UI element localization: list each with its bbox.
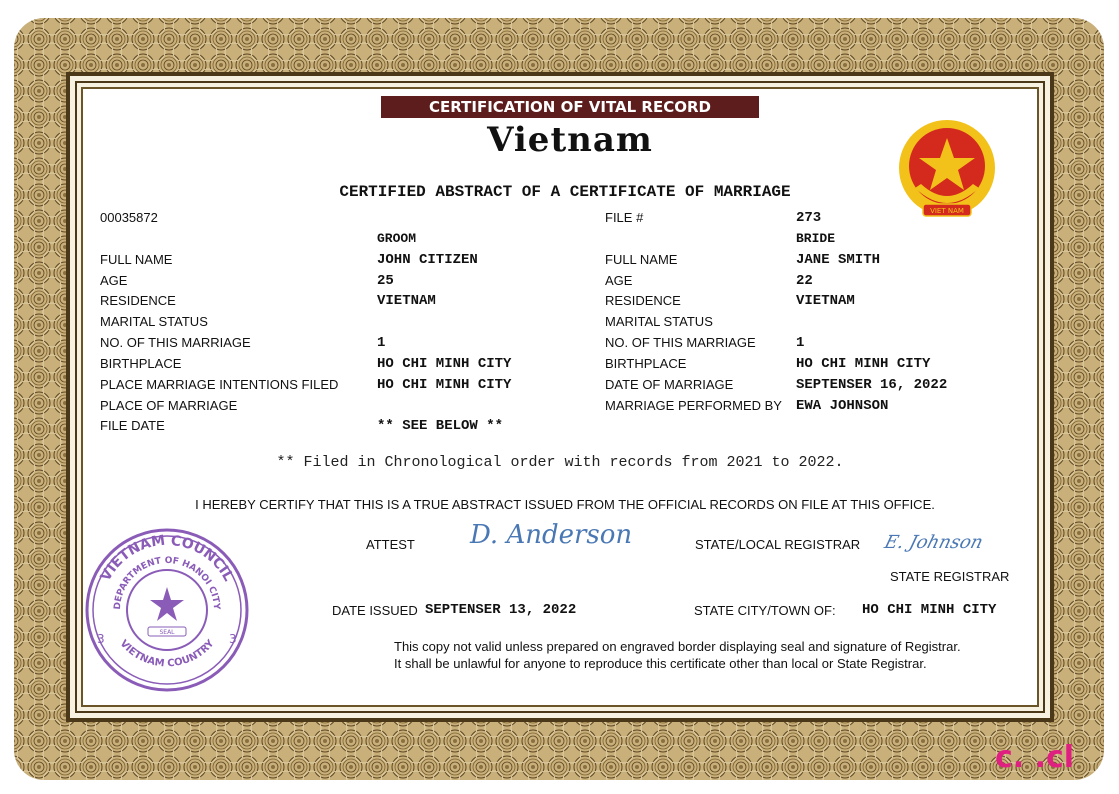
groom-row-label: BIRTHPLACE xyxy=(100,356,182,371)
bride-heading: BRIDE xyxy=(796,231,836,246)
bride-residence: VIETNAM xyxy=(796,293,855,309)
official-seal-icon xyxy=(82,525,252,695)
validity-notice: This copy not valid unless prepared on engraved border displaying seal and signature of Registrar. xyxy=(394,639,961,654)
country-title: Vietnam xyxy=(487,120,653,160)
bride-row-label: MARRIAGE PERFORMED BY xyxy=(605,398,782,413)
bride-row-label: RESIDENCE xyxy=(605,293,681,308)
bride-row-label: NO. OF THIS MARRIAGE xyxy=(605,335,756,350)
date-of-marriage: SEPTENSER 16, 2022 xyxy=(796,377,948,393)
attest-label: ATTEST xyxy=(366,537,415,552)
groom-row-label: PLACE OF MARRIAGE xyxy=(100,398,238,413)
seal-top-text: VIETNAM COUNCIL xyxy=(97,532,237,585)
groom-row-label: MARITAL STATUS xyxy=(100,314,208,329)
groom-heading: GROOM xyxy=(377,231,417,246)
filing-note: ** Filed in Chronological order with records from 2021 to 2022. xyxy=(276,454,844,471)
intentions-filed-place: HO CHI MINH CITY xyxy=(377,377,512,393)
emblem-ribbon-text: VIET NAM xyxy=(930,207,964,215)
certificate-banner: CERTIFICATION OF VITAL RECORD xyxy=(381,96,759,118)
issue-place-value: HO CHI MINH CITY xyxy=(862,602,997,618)
file-date: ** SEE BELOW ** xyxy=(377,418,504,434)
groom-age: 25 xyxy=(377,273,394,289)
groom-full-name: JOHN CITIZEN xyxy=(377,252,478,268)
bride-marriage-number: 1 xyxy=(796,335,805,351)
date-issued-label: DATE ISSUED xyxy=(332,603,418,618)
bride-row-label: FULL NAME xyxy=(605,252,678,267)
certification-statement: I HEREBY CERTIFY THAT THIS IS A TRUE ABSTRACT ISSUED FROM THE OFFICIAL RECORDS ON FILE AT THIS OFFICE. xyxy=(195,497,935,512)
bride-row-label: DATE OF MARRIAGE xyxy=(605,377,734,392)
bride-row-label: MARITAL STATUS xyxy=(605,314,713,329)
groom-residence: VIETNAM xyxy=(377,293,436,309)
bride-birthplace: HO CHI MINH CITY xyxy=(796,356,931,372)
issue-place-label: STATE CITY/TOWN OF: xyxy=(694,603,836,618)
document-title: CERTIFIED ABSTRACT OF A CERTIFICATE OF MARRIAGE xyxy=(339,183,791,201)
record-number: 00035872 xyxy=(100,210,158,225)
bride-full-name: JANE SMITH xyxy=(796,252,881,268)
bride-age: 22 xyxy=(796,273,813,289)
svg-text:3: 3 xyxy=(229,632,237,646)
groom-row-label: NO. OF THIS MARRIAGE xyxy=(100,335,251,350)
national-emblem-icon xyxy=(893,118,1001,226)
groom-row-label: PLACE MARRIAGE INTENTIONS FILED xyxy=(100,377,339,392)
bride-row-label: AGE xyxy=(605,273,633,288)
groom-birthplace: HO CHI MINH CITY xyxy=(377,356,512,372)
date-issued-value: SEPTENSER 13, 2022 xyxy=(425,602,577,618)
attest-signature: D. Anderson xyxy=(470,520,633,550)
bride-row-label: BIRTHPLACE xyxy=(605,356,687,371)
watermark-logo: c. .cl xyxy=(995,740,1075,775)
groom-row-label: FILE DATE xyxy=(100,418,165,433)
groom-row-label: AGE xyxy=(100,273,128,288)
seal-inner-text: DEPARTMENT OF HANOI CITY xyxy=(112,555,222,611)
groom-row-label: FULL NAME xyxy=(100,252,173,267)
registrar-title: STATE REGISTRAR xyxy=(890,569,1010,584)
groom-row-label: RESIDENCE xyxy=(100,293,176,308)
seal-center-text: SEAL xyxy=(159,629,175,636)
svg-text:VIETNAM COUNTRY xyxy=(118,638,217,670)
svg-text:3: 3 xyxy=(97,632,105,646)
reproduction-notice: It shall be unlawful for anyone to reproduce this certificate other than local or State Registrar. xyxy=(394,656,927,671)
file-number-value: 273 xyxy=(796,210,822,226)
registrar-label: STATE/LOCAL REGISTRAR xyxy=(695,537,861,552)
registrar-signature: E. Johnson xyxy=(882,532,986,553)
seal-bottom-text: VIETNAM COUNTRY xyxy=(117,638,217,670)
file-number-label: FILE # xyxy=(605,210,644,225)
officiant-name: EWA JOHNSON xyxy=(796,398,889,414)
groom-marriage-number: 1 xyxy=(377,335,386,351)
